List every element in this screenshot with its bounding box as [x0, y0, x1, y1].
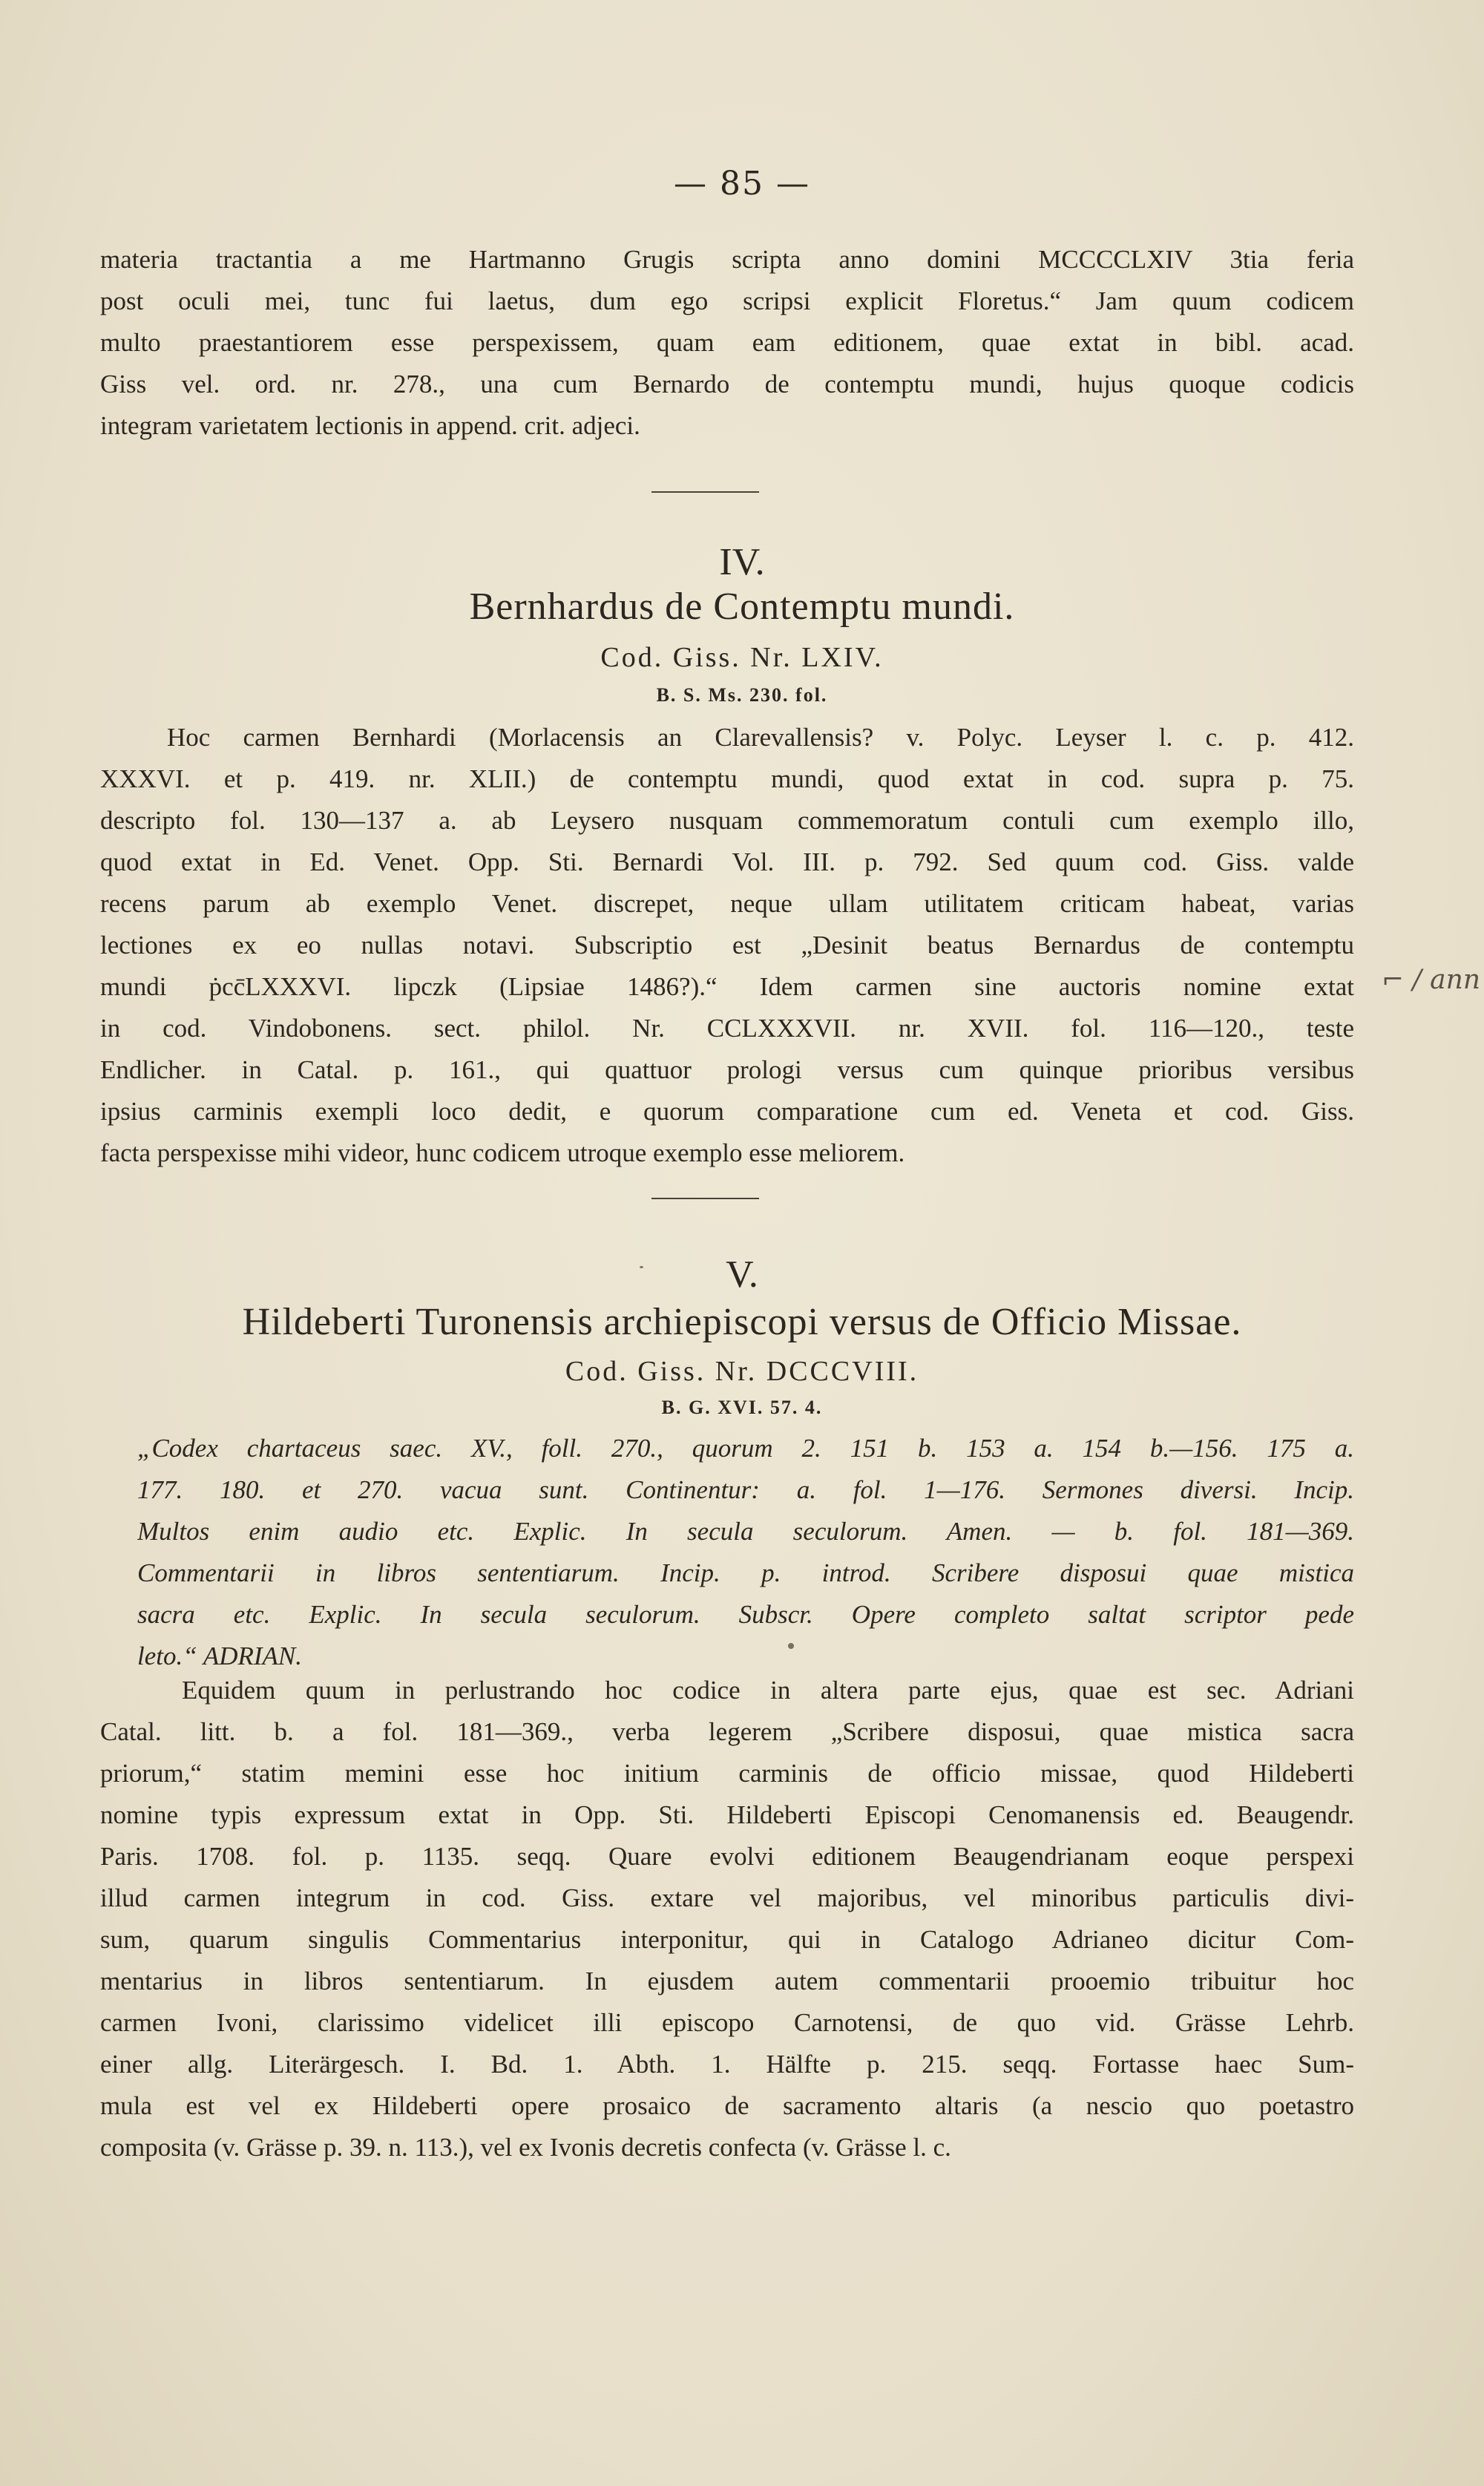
text-line: Paris. 1708. fol. p. 1135. seqq. Quare evolvi editionem Beaugendrianam eoque perspexi	[100, 1842, 1354, 1871]
section-v-codex: Cod. Giss. Nr. DCCCVIII.	[565, 1356, 919, 1387]
text-line: carmen Ivoni, clarissimo videlicet illi episcopo Carnotensi, de quo vid. Grässe Lehrb.	[100, 2008, 1354, 2037]
text-line: multo praestantiorem esse perspexissem, quam eam editionem, quae extat in bibl. acad.	[100, 328, 1354, 357]
text-line: recens parum ab exemplo Venet. discrepet, neque ullam utilitatem criticam habeat, varias	[100, 889, 1354, 918]
ink-spot	[788, 1643, 794, 1649]
handwritten-margin-note: ⌐ / ann	[1382, 965, 1481, 995]
text-line: „Codex chartaceus saec. XV., foll. 270., quorum 2. 151 b. 153 a. 154 b.—156. 175 a.	[137, 1434, 1354, 1463]
text-line: composita (v. Grässe p. 39. n. 113.), vel ex Ivonis decretis confecta (v. Grässe l. c.	[100, 2133, 951, 2162]
text-line: illud carmen integrum in cod. Giss. extare vel majoribus, vel minoribus particulis divi-	[100, 1883, 1354, 1912]
text-line: Catal. litt. b. a fol. 181—369., verba legerem „Scribere disposui, quae mistica sacra	[100, 1717, 1354, 1746]
section-divider	[651, 1198, 759, 1199]
section-divider	[651, 491, 759, 493]
text-line: 177. 180. et 270. vacua sunt. Continentur: a. fol. 1—176. Sermones diversi. Incip.	[137, 1475, 1354, 1504]
page-number: — 85 —	[674, 165, 810, 203]
text-line: integram varietatem lectionis in append. crit. adjeci.	[100, 411, 640, 440]
text-line: materia tractantia a me Hartmanno Grugis scripta anno domini MCCCCLXIV 3tia feria	[100, 245, 1354, 274]
text-line: facta perspexisse mihi videor, hunc codicem utroque exemplo esse meliorem.	[100, 1138, 905, 1167]
text-line: mula est vel ex Hildeberti opere prosaico de sacramento altaris (a nescio quo poetastro	[100, 2091, 1354, 2120]
top-paragraph	[100, 239, 1354, 447]
text-line: nomine typis expressum extat in Opp. Sti. Hildeberti Episcopi Cenomanensis ed. Beaugendr.	[100, 1800, 1354, 1829]
text-line: mundi ṗcc̄LXXXVI. lipczk (Lipsiae 1486?).“ Idem carmen sine auctoris nomine extat	[100, 972, 1354, 1001]
section-v-paragraph	[100, 1670, 1354, 2168]
text-line: lectiones ex eo nullas notavi. Subscriptio est „Desinit beatus Bernardus de contemptu	[100, 931, 1354, 960]
text-line: in cod. Vindobonens. sect. philol. Nr. CCLXXXVII. nr. XVII. fol. 116—120., teste	[100, 1014, 1354, 1043]
text-line: XXXVI. et p. 419. nr. XLII.) de contemptu mundi, quod extat in cod. supra p. 75.	[100, 764, 1354, 793]
text-line: leto.“ ADRIAN.	[137, 1642, 302, 1670]
text-line: descripto fol. 130—137 a. ab Leysero nusquam commemoratum contuli cum exemplo illo,	[100, 806, 1354, 835]
text-line: einer allg. Literärgesch. I. Bd. 1. Abth. 1. Hälfte p. 215. seqq. Fortasse haec Sum-	[100, 2050, 1354, 2079]
text-line: sacra etc. Explic. In secula seculorum. Subscr. Opere completo saltat scriptor pede	[137, 1600, 1354, 1629]
text-line: post oculi mei, tunc fui laetus, dum ego scripsi explicit Floretus.“ Jam quum codicem	[100, 286, 1354, 315]
text-line: priorum,“ statim memini esse hoc initium carminis de officio missae, quod Hildeberti	[100, 1759, 1354, 1788]
text-line: quod extat in Ed. Venet. Opp. Sti. Bernardi Vol. III. p. 792. Sed quum cod. Giss. valde	[100, 847, 1354, 876]
text-line: sum, quarum singulis Commentarius interponitur, qui in Catalogo Adrianeo dicitur Com-	[100, 1925, 1354, 1954]
text-line: Commentarii in libros sententiarum. Incip. p. introd. Scribere disposui quae mistica	[137, 1558, 1354, 1587]
catalog-quotation	[137, 1428, 1354, 1677]
section-iv-codex: Cod. Giss. Nr. LXIV.	[600, 642, 884, 673]
section-iv-numeral: IV.	[719, 541, 765, 583]
text-line: Endlicher. in Catal. p. 161., qui quattuor prologi versus cum quinque prioribus versibus	[100, 1055, 1354, 1084]
ink-spot	[640, 1266, 643, 1268]
text-line: mentarius in libros sententiarum. In ejusdem autem commentarii prooemio tribuitur hoc	[100, 1967, 1354, 1995]
text-line: Hoc carmen Bernhardi (Morlacensis an Clarevallensis? v. Polyc. Leyser l. c. p. 412.	[167, 723, 1354, 752]
text-line: Equidem quum in perlustrando hoc codice in altera parte ejus, quae est sec. Adriani	[182, 1676, 1354, 1705]
text-line: Giss vel. ord. nr. 278., una cum Bernardo de contemptu mundi, hujus quoque codicis	[100, 370, 1354, 399]
section-v-signature: B. G. XVI. 57. 4.	[661, 1397, 823, 1418]
section-v-numeral: V.	[726, 1253, 758, 1296]
section-v-title: Hildeberti Turonensis archiepiscopi versus de Officio Missae.	[242, 1301, 1242, 1343]
text-line: Multos enim audio etc. Explic. In secula seculorum. Amen. — b. fol. 181—369.	[137, 1517, 1354, 1546]
section-iv-signature: B. S. Ms. 230. fol.	[656, 684, 828, 706]
section-iv-title: Bernhardus de Contemptu mundi.	[469, 586, 1015, 628]
section-iv-paragraph	[100, 717, 1354, 1174]
text-line: ipsius carminis exempli loco dedit, e quorum comparatione cum ed. Veneta et cod. Giss.	[100, 1097, 1354, 1126]
